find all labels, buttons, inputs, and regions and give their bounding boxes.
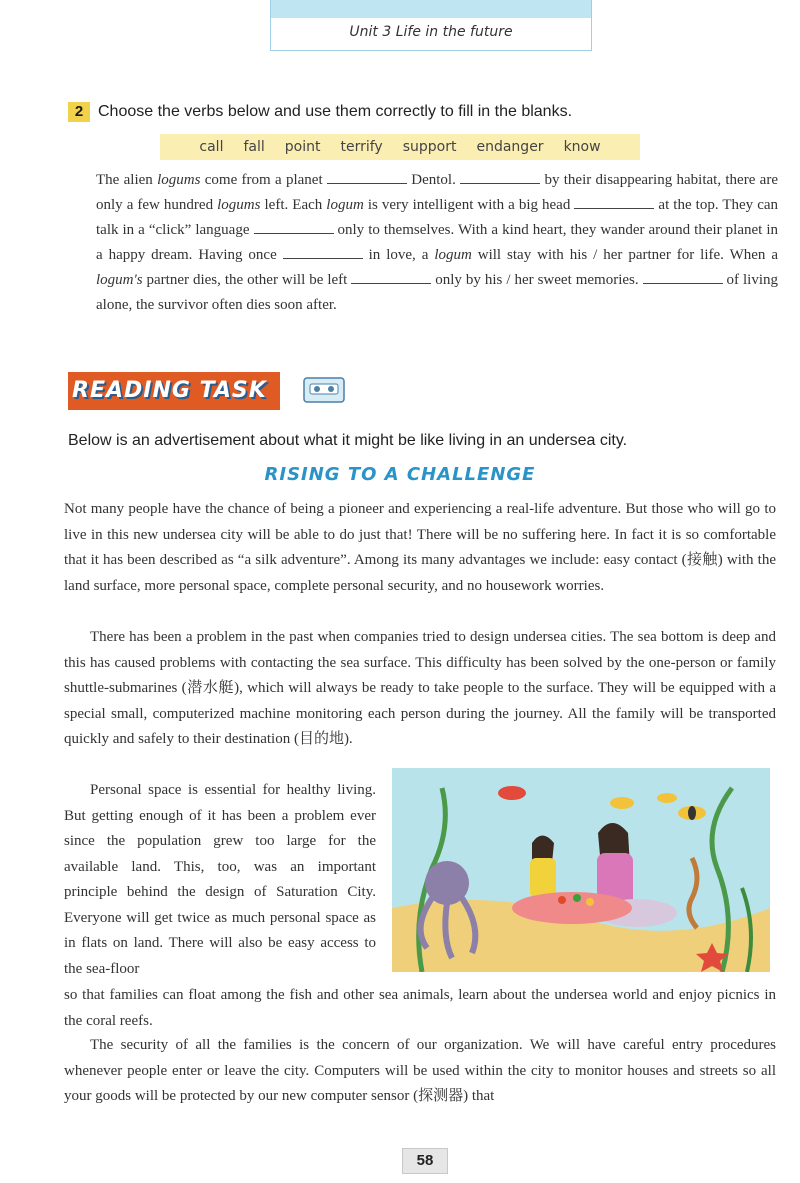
exercise-instruction-row bbox=[68, 100, 770, 124]
cassette-tape-icon bbox=[302, 376, 346, 404]
verb-item: point bbox=[284, 139, 321, 155]
article-paragraph-1: Not many people have the chance of being a pioneer and experiencing a real-life adventure. But those who will go to live in this new undersea city will be able to do just that! There will be no suffering here. In fact it is so comfortable that it has been described as “a silk adventure”. Among its many advantages we include: easy contact (接触) with the land surface, more personal space, complete personal security, and no housework worries. bbox=[64, 501, 776, 594]
verb-item: fall bbox=[243, 139, 265, 155]
alien-name: logums bbox=[157, 172, 201, 188]
exercise-instruction: Choose the verbs below and use them correctly to fill in the blanks. bbox=[98, 103, 573, 120]
verb-item: know bbox=[563, 139, 601, 155]
article-paragraph-4: The security of all the families is the concern of our organization. We will have careful entry procedures whenever people enter or leave the city. Computers will be used within the city to monitor houses and streets so all your goods will be protected by our new computer sensor (探测器) that bbox=[64, 1037, 776, 1104]
blank-7[interactable] bbox=[643, 269, 723, 284]
blank-3[interactable] bbox=[574, 194, 654, 209]
article-paragraph-3-continued: so that families can float among the fish and other sea animals, learn about the undersea world and enjoy picnics in the coral reefs. bbox=[64, 987, 776, 1029]
verb-item: call bbox=[199, 139, 224, 155]
reading-intro: Below is an advertisement about what it might be like living in an undersea city. bbox=[68, 432, 628, 449]
fill-in-passage: The alien logums come from a planet Dentol. by their disappearing habitat, there are only a few hundred logums left. Each logum is very intelligent with a big head at the top. They can talk in a “click” language only to themselves. With a kind heart, they wander around their planet in a happy dream. Having once in love, a logum will stay with his / her partner for life. When a logum's partner dies, the other will be left only by his / her sweet memories. of living alone, the survivor often dies soon after. bbox=[96, 168, 778, 318]
article-paragraph-3: Personal space is essential for healthy living. But getting enough of it has been a problem ever since the population grew too large for the available land. This, too, was an important principle behind the design of Saturation City. Everyone will get twice as much personal space as in flats on land. There will also be easy access to the sea-floor bbox=[64, 782, 376, 977]
verb-item: terrify bbox=[340, 139, 383, 155]
blank-4[interactable] bbox=[254, 219, 334, 234]
blank-6[interactable] bbox=[351, 269, 431, 284]
unit-header bbox=[270, 0, 592, 51]
reading-task-label: READING TASK bbox=[72, 378, 267, 403]
undersea-picnic-illustration bbox=[392, 768, 770, 972]
verb-item: endanger bbox=[476, 139, 544, 155]
blank-2[interactable] bbox=[460, 169, 540, 184]
article-paragraph-2: There has been a problem in the past when companies tried to design undersea cities. The sea bottom is deep and this has caused problems with contacting the sea surface. This difficulty has been solved by the one-person or family shuttle-submarines (潜水艇), which will always be ready to take people to the surface. They will be equipped with a special small, computerized machine monitoring each person during the journey. All the family will be transported quickly and safely to their destination (目的地). bbox=[64, 629, 776, 747]
blank-5[interactable] bbox=[283, 244, 363, 259]
verb-list bbox=[160, 134, 640, 160]
article-title: RISING TO A CHALLENGE bbox=[264, 464, 536, 485]
unit-title: Unit 3 Life in the future bbox=[349, 24, 513, 40]
exercise-number: 2 bbox=[68, 102, 90, 122]
page-number: 58 bbox=[402, 1148, 448, 1174]
header-stripe bbox=[271, 0, 591, 18]
reading-task-banner bbox=[68, 372, 280, 410]
blank-1[interactable] bbox=[327, 169, 407, 184]
verb-item: support bbox=[402, 139, 457, 155]
